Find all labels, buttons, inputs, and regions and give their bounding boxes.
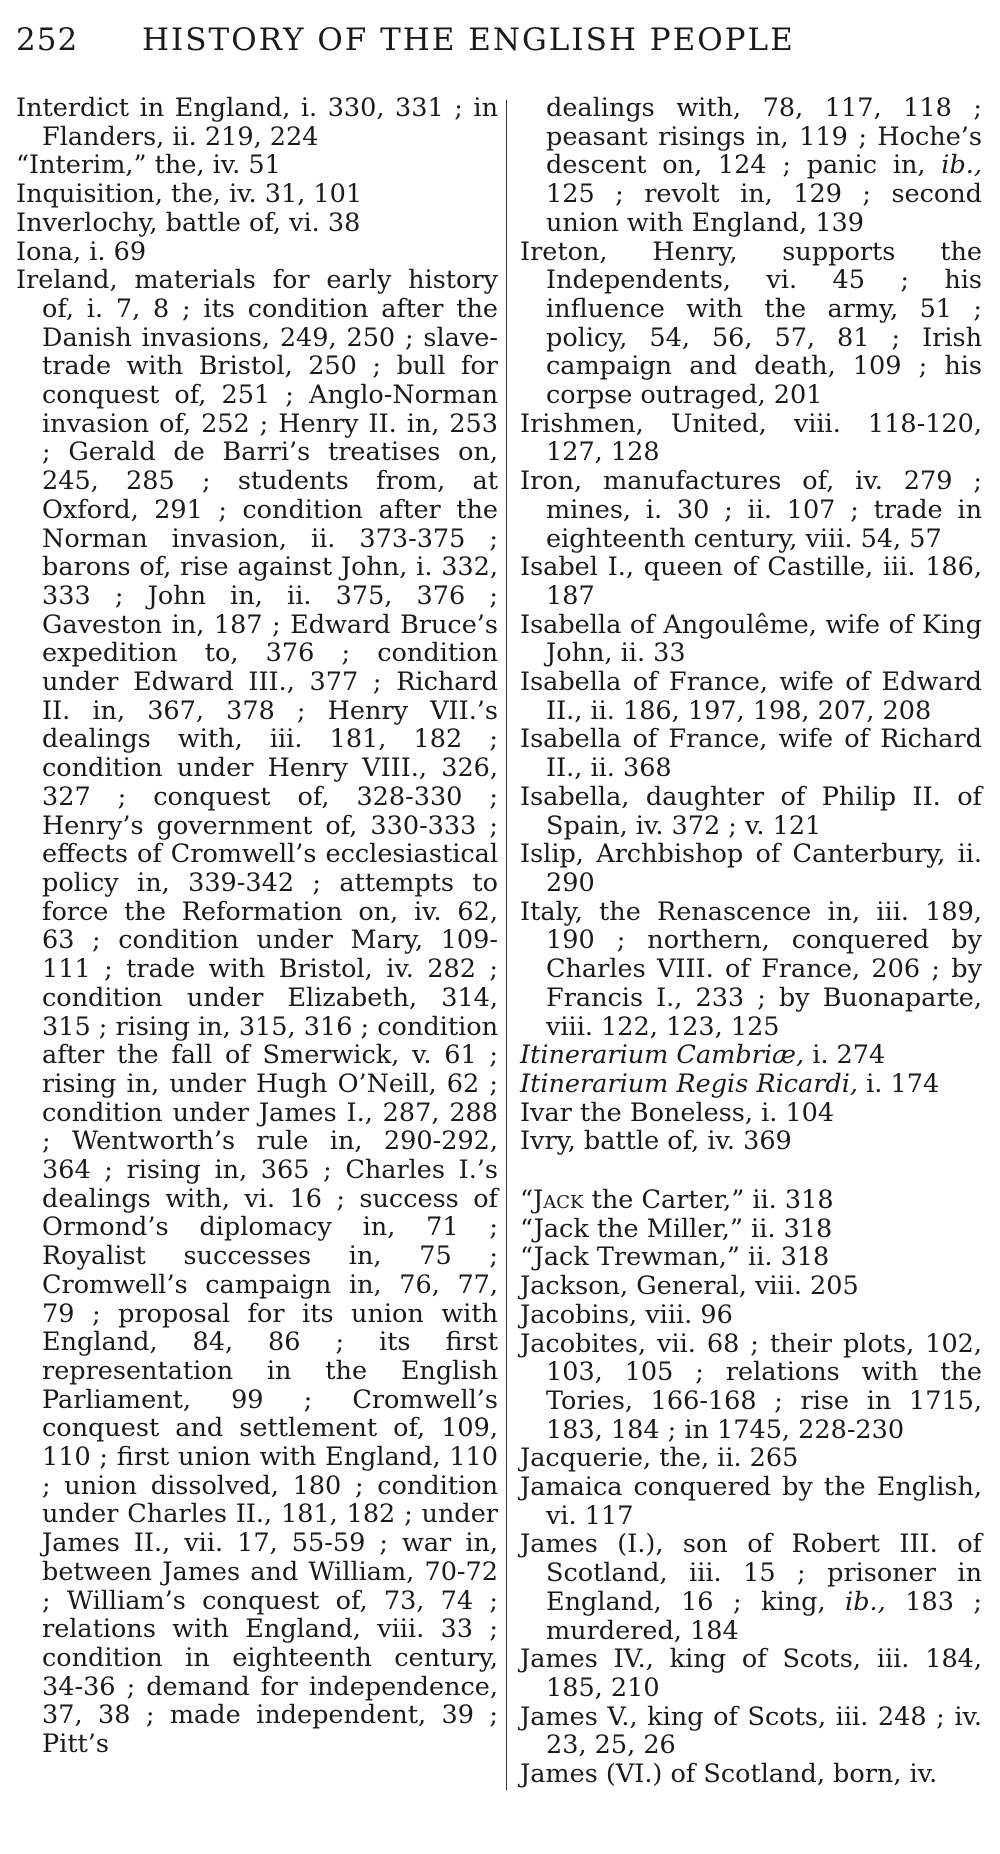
index-entry: James (VI.) of Scotland, born, iv. — [520, 1759, 938, 1790]
page-number: 252 — [16, 22, 79, 58]
page-header — [16, 22, 984, 72]
index-entry-italic — [520, 1041, 982, 1070]
continuation-ib: ib., — [941, 150, 982, 181]
small-caps-word: Jack — [533, 1185, 584, 1216]
index-entry: Inquisition, the, iv. 31, 101 — [16, 179, 363, 210]
index-entry: Iron, manufactures of, iv. 279 ; mines, i. 30 ; ii. 107 ; trade in eighteenth century, viii. 54, 57 — [520, 466, 982, 554]
index-entry: Jacobites, vii. 68 ; their plots, 102, 103, 105 ; relations with the Tories, 166-168 ; rise in 1715, 183, 184 ; in 1745, 228-230 — [520, 1328, 982, 1445]
italic-title: Itinerarium Cambriæ, — [520, 1040, 805, 1071]
running-title: HISTORY OF THE ENGLISH PEOPLE — [142, 22, 795, 58]
index-entry: Ireton, Henry, supports the Independents, vi. 45 ; his influence with the army, 51 ; policy, 54, 56, 57, 81 ; Irish campaign and death, 109 ; his corpse outraged, 201 — [520, 236, 982, 411]
index-entry: “Jack the Miller,” ii. 318 — [520, 1213, 833, 1244]
index-entry: Interdict in England, i. 330, 331 ; in Flanders, ii. 219, 224 — [16, 93, 498, 152]
italic-title: Itinerarium Regis Ricardi, — [520, 1068, 859, 1099]
index-column-right — [520, 94, 982, 1789]
index-entry: Islip, Archbishop of Canterbury, ii. 290 — [520, 839, 982, 898]
index-entry: Ivar the Boneless, i. 104 — [520, 1097, 835, 1128]
open-quote: “ — [520, 1185, 534, 1216]
index-entry: James IV., king of Scots, iii. 184, 185, 210 — [520, 1644, 982, 1703]
index-entry: Isabella of France, wife of Richard II., ii. 368 — [520, 724, 982, 784]
index-entry: Isabella of France, wife of Edward II., ii. 186, 197, 198, 207, 208 — [520, 667, 982, 726]
column-divider — [506, 100, 507, 1790]
continuation-end: 125 ; revolt in, 129 ; second union with England, 139 — [546, 179, 982, 238]
index-entry: Italy, the Renascence in, iii. 189, 190 ; northern, conquered by Charles VIII. of France, 206 ; by Francis I., 233 ; by Buonaparte, viii. 122, 123, 125 — [520, 896, 982, 1042]
index-entry: Iona, i. 69 — [16, 236, 147, 267]
letter-gap — [520, 1156, 982, 1186]
index-entry-jack-carter — [520, 1186, 982, 1215]
index-entry-continuation — [520, 94, 982, 238]
italic-ref: i. 274 — [812, 1040, 886, 1071]
index-entry: Jamaica conquered by the English, vi. 117 — [520, 1472, 982, 1531]
index-entry: Isabella, daughter of Philip II. of Spain, iv. 372 ; v. 121 — [520, 781, 982, 841]
james-end: 183 ; murdered, 184 — [546, 1586, 983, 1646]
index-entry: Ivry, battle of, iv. 369 — [520, 1126, 792, 1157]
james-text: James (I.), son of Robert III. of Scotland, iii. 15 ; prisoner in England, 16 ; king, — [520, 1529, 982, 1617]
index-entry: Jackson, General, viii. 205 — [520, 1271, 859, 1302]
index-entry-ireland: Ireland, materials for early history of, i. 7, 8 ; its condition after the Danish invasions, 249, 250 ; slave-trade with Bristol, 250 ; bull for conquest of, 251 ; Anglo-Norman invasion of, 252 ; Henry II. in, 253 ; Gerald de Barri’s treatises on, 245, 285 ; students from, at Oxford, 291 ; condition after the Norman invasion, ii. 373-375 ; barons of, rise against John, i. 332, 333 ; John in, ii. 375, 376 ; Gaveston in, 187 ; Edward Bruce’s expedition to, 376 ; condition under Edward III., 377 ; Richard II. in, 367, 378 ; Henry VII.’s dealings with, iii. 181, 182 ; condition under Henry VIII., 326, 327 ; conquest of, 328-330 ; Henry’s government of, 330-333 ; effects of Cromwell’s ecclesiastical policy in, 339-342 ; attempts to force the Reformation on, iv. 62, 63 ; condition under Mary, 109-111 ; trade with Bristol, iv. 282 ; condition under Elizabeth, 314, 315 ; rising in, 315, 316 ; condition after the fall of Smerwick, v. 61 ; rising in, under Hugh O’Neill, 62 ; condition under James I., 287, 288 ; Wentworth’s rule in, 290-292, 364 ; rising in, 365 ; Charles I.’s dealings with, vi. 16 ; success of Ormond’s diplomacy in, 71 ; Royalist successes in, 75 ; Cromwell’s campaign in, 76, 77, 79 ; proposal for its union with England, 84, 86 ; its first representation in the English Parliament, 99 ; Cromwell’s conquest and settlement of, 109, 110 ; first union with England, 110 ; union dissolved, 180 ; condition under Charles II., 181, 182 ; under James II., vii. 17, 55-59 ; war in, between James and William, 70-72 ; William’s conquest of, 73, 74 ; relations with England, viii. 33 ; condition in eighteenth century, 34-36 ; demand for independence, 37, 38 ; made independent, 39 ; Pitt’s — [16, 265, 498, 1760]
index-entry: Jacobins, viii. 96 — [520, 1299, 733, 1330]
italic-ref: i. 174 — [866, 1068, 940, 1099]
index-column-left — [16, 94, 498, 1759]
index-entry: “Interim,” the, iv. 51 — [16, 150, 281, 181]
index-entry: Irishmen, United, viii. 118-120, 127, 128 — [520, 408, 982, 468]
james-ib: ib., — [845, 1586, 886, 1617]
index-entry: Isabella of Angoulême, wife of King John, ii. 33 — [520, 609, 982, 669]
index-entry: Isabel I., queen of Castille, iii. 186, 187 — [520, 552, 982, 611]
index-entry: Inverlochy, battle of, vi. 38 — [16, 207, 361, 238]
index-entry: James V., king of Scots, iii. 248 ; iv. 23, 25, 26 — [520, 1701, 982, 1761]
index-entry-james-i — [520, 1530, 982, 1645]
index-entry: Jacquerie, the, ii. 265 — [520, 1443, 799, 1474]
entry-rest: the Carter,” ii. 318 — [591, 1185, 834, 1216]
index-entry: “Jack Trewman,” ii. 318 — [520, 1242, 830, 1273]
index-entry-italic — [520, 1070, 982, 1099]
continuation-text: dealings with, 78, 117, 118 ; peasant risings in, 119 ; Hoche’s descent on, 124 ; panic in, — [546, 93, 982, 181]
